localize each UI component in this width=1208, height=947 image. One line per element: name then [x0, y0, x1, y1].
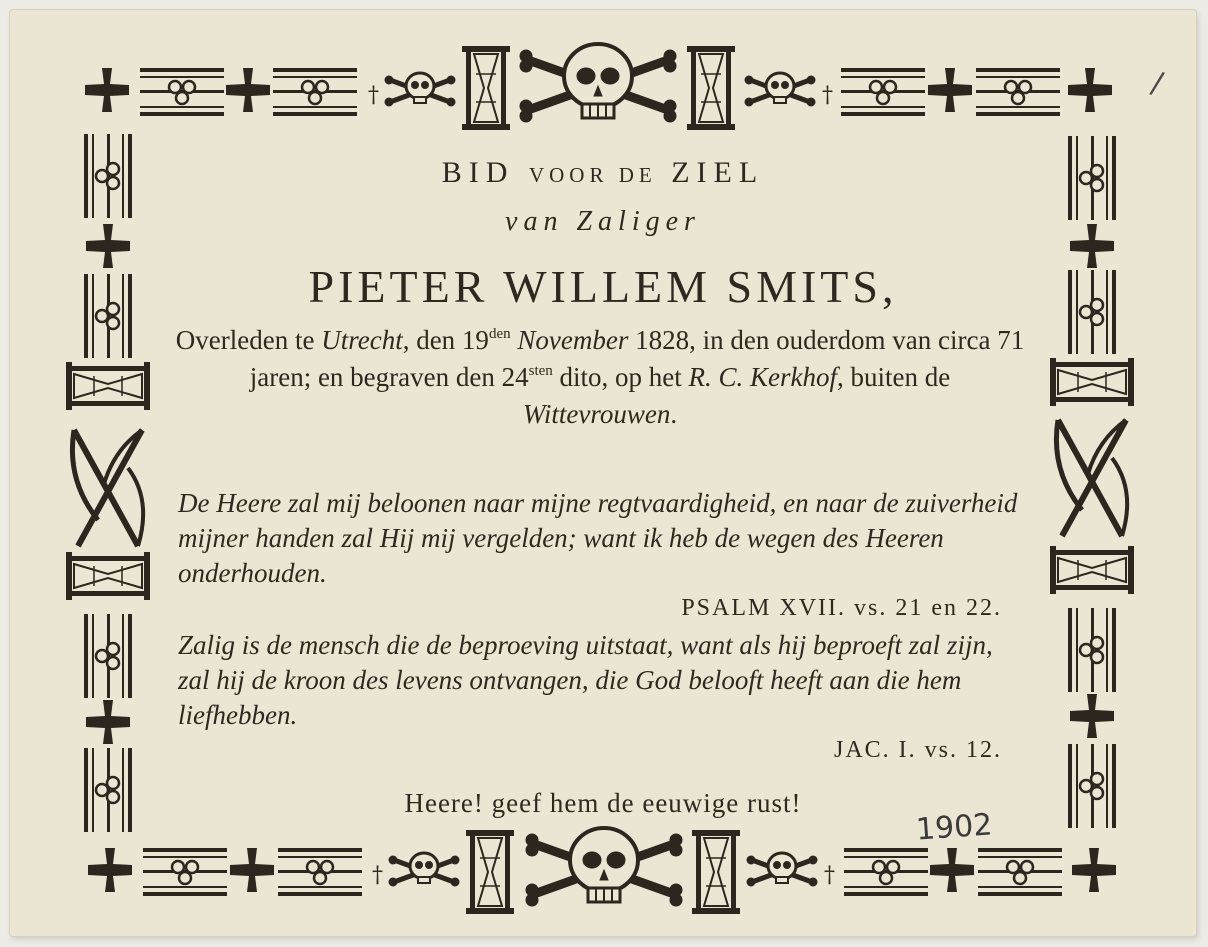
handwritten-mark: /: [1147, 65, 1167, 102]
bio-text: dito, op het: [552, 362, 689, 392]
ordinal-suffix: sten: [528, 363, 553, 379]
cross-icon: [86, 700, 130, 744]
verse-text: Zalig is de mensch die de beproeving uitstaat, want als hij beproeft zal zijn, zal hij de kroon des levens ontvangen, die God belooft heeft aan die hem liefhebben.: [178, 630, 993, 730]
memorial-card: [10, 10, 1196, 936]
verse-reference: JAC. I. vs. 12.: [833, 737, 1002, 763]
cemetery: R. C. Kerkhof: [688, 362, 838, 392]
heading-words-voor-de: VOOR DE: [528, 163, 657, 187]
bio-text: , den 19: [402, 325, 489, 355]
knot-bar-icon: [976, 68, 1060, 116]
small-skull-icon: [385, 73, 455, 106]
heading-word-bid: BID: [441, 156, 515, 189]
scythe-icon: [1056, 420, 1127, 536]
knot-bar-icon: [844, 848, 928, 896]
cross-icon: [1068, 68, 1112, 112]
bio-text: , buiten de: [837, 362, 951, 392]
cross-icon: [85, 68, 129, 112]
hourglass-icon: [462, 46, 510, 130]
scythe-icon: [72, 430, 143, 546]
place-of-death: Utrecht: [321, 325, 403, 355]
cross-icon: [226, 68, 270, 112]
knot-bar-icon: [143, 848, 227, 896]
knot-bar-icon: [978, 848, 1062, 896]
hourglass-icon: [66, 362, 150, 410]
month: November: [517, 325, 629, 355]
hourglass-icon: [692, 830, 740, 914]
heading-line-2: van Zaliger: [505, 206, 701, 237]
cross-icon: [230, 848, 274, 892]
bible-verse-james: [178, 628, 1028, 763]
small-skull-icon: [747, 853, 817, 886]
heading-line-1: [10, 156, 1196, 190]
knot-bar-icon: [841, 68, 925, 116]
closing-prayer: Heere! geef hem de eeuwige rust!: [404, 788, 802, 818]
verse-reference: PSALM XVII. vs. 21 en 22.: [681, 595, 1002, 621]
city-gate: Wittevrouwen: [522, 399, 671, 429]
knot-bar-icon: [1068, 608, 1116, 692]
top-border: [85, 44, 1112, 130]
death-details: [170, 322, 1030, 433]
cross-icon: [1070, 694, 1114, 738]
cross-icon: [928, 68, 972, 112]
dagger-icon: †: [824, 863, 835, 888]
hourglass-icon: [66, 552, 150, 600]
knot-bar-icon: [84, 614, 132, 698]
knot-bar-icon: [273, 68, 357, 116]
hourglass-icon: [687, 46, 735, 130]
small-skull-icon: [745, 73, 815, 106]
bible-verse-psalm: [178, 486, 1028, 621]
bio-text: Overleden te: [175, 325, 322, 355]
knot-bar-icon: [140, 68, 224, 116]
verse-text: De Heere zal mij beloonen naar mijne regtvaardigheid, en naar de zuiverheid mijner handen zal Hij mij vergelden; want ik heb de wegen des Heeren onderhouden.: [178, 488, 1018, 588]
heading-word-ziel: ZIEL: [671, 156, 765, 189]
handwritten-year: 1902: [914, 807, 994, 848]
skull-crossbones-icon: [520, 44, 676, 122]
bio-text: .: [670, 399, 678, 429]
dagger-icon: †: [372, 863, 383, 888]
cross-icon: [930, 848, 974, 892]
hourglass-icon: [1050, 546, 1134, 594]
deceased-name: PIETER WILLEM SMITS,: [308, 261, 898, 312]
hourglass-icon: [1050, 358, 1134, 406]
bio-text: 1828, in den ouderdom van circa 71 jaren; en begraven den 24: [249, 325, 1025, 392]
dagger-icon: †: [822, 83, 833, 108]
left-border: [66, 134, 150, 832]
ordinal-suffix: den: [488, 326, 511, 342]
dagger-icon: †: [368, 83, 379, 108]
hourglass-icon: [466, 830, 514, 914]
skull-crossbones-icon: [526, 828, 682, 906]
small-skull-icon: [389, 853, 459, 886]
knot-bar-icon: [278, 848, 362, 896]
cross-icon: [88, 848, 132, 892]
cross-icon: [1072, 848, 1116, 892]
right-border: [1050, 136, 1134, 828]
